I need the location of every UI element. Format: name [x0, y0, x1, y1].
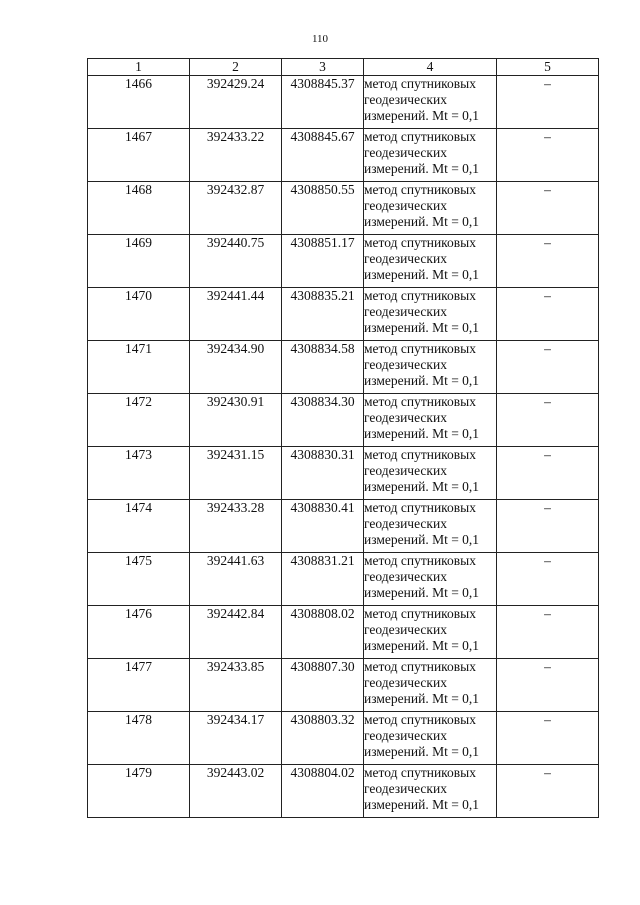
method-line: метод спутниковых — [364, 288, 476, 303]
x-coordinate-cell: 392443.02 — [190, 765, 282, 818]
table-row — [88, 235, 599, 288]
point-number-cell: 1468 — [88, 182, 190, 235]
method-line: геодезических — [364, 198, 447, 213]
point-number-cell: 1474 — [88, 500, 190, 553]
method-cell — [364, 659, 497, 712]
method-line: измерений. Mt = 0,1 — [364, 479, 480, 494]
method-line: измерений. Mt = 0,1 — [364, 108, 480, 123]
point-number-cell: 1477 — [88, 659, 190, 712]
method-cell — [364, 447, 497, 500]
method-line: измерений. Mt = 0,1 — [364, 267, 480, 282]
header-col-3: 3 — [282, 59, 364, 76]
method-line: измерений. Mt = 0,1 — [364, 532, 480, 547]
table-row — [88, 553, 599, 606]
method-line: измерений. Mt = 0,1 — [364, 691, 480, 706]
point-number-cell: 1466 — [88, 76, 190, 129]
point-number-cell: 1476 — [88, 606, 190, 659]
method-line: метод спутниковых — [364, 553, 476, 568]
header-col-4: 4 — [364, 59, 497, 76]
method-line: геодезических — [364, 569, 447, 584]
table-row — [88, 182, 599, 235]
table-row — [88, 606, 599, 659]
x-coordinate-cell: 392429.24 — [190, 76, 282, 129]
y-coordinate-cell: 4308830.31 — [282, 447, 364, 500]
note-cell: – — [497, 447, 599, 500]
note-cell: – — [497, 553, 599, 606]
method-line: метод спутниковых — [364, 394, 476, 409]
y-coordinate-cell: 4308851.17 — [282, 235, 364, 288]
method-line: измерений. Mt = 0,1 — [364, 161, 480, 176]
point-number-cell: 1473 — [88, 447, 190, 500]
x-coordinate-cell: 392441.63 — [190, 553, 282, 606]
x-coordinate-cell: 392432.87 — [190, 182, 282, 235]
method-line: измерений. Mt = 0,1 — [364, 426, 480, 441]
table-row — [88, 500, 599, 553]
method-line: измерений. Mt = 0,1 — [364, 585, 480, 600]
method-cell — [364, 288, 497, 341]
table-row — [88, 765, 599, 818]
method-line: метод спутниковых — [364, 712, 476, 727]
table-body — [88, 76, 599, 818]
method-cell — [364, 553, 497, 606]
page-number: 110 — [311, 33, 329, 45]
header-col-5: 5 — [497, 59, 599, 76]
note-cell: – — [497, 76, 599, 129]
note-cell: – — [497, 394, 599, 447]
method-cell — [364, 341, 497, 394]
method-line: метод спутниковых — [364, 129, 476, 144]
method-line: метод спутниковых — [364, 447, 476, 462]
method-line: геодезических — [364, 92, 447, 107]
y-coordinate-cell: 4308831.21 — [282, 553, 364, 606]
y-coordinate-cell: 4308807.30 — [282, 659, 364, 712]
note-cell: – — [497, 288, 599, 341]
y-coordinate-cell: 4308845.37 — [282, 76, 364, 129]
point-number-cell: 1472 — [88, 394, 190, 447]
table-row — [88, 659, 599, 712]
x-coordinate-cell: 392433.28 — [190, 500, 282, 553]
method-cell — [364, 129, 497, 182]
method-line: измерений. Mt = 0,1 — [364, 320, 480, 335]
x-coordinate-cell: 392431.15 — [190, 447, 282, 500]
x-coordinate-cell: 392434.17 — [190, 712, 282, 765]
method-cell — [364, 76, 497, 129]
method-line: геодезических — [364, 516, 447, 531]
method-cell — [364, 606, 497, 659]
method-line: метод спутниковых — [364, 341, 476, 356]
method-cell — [364, 394, 497, 447]
table-header-row — [88, 59, 599, 76]
note-cell: – — [497, 765, 599, 818]
method-line: измерений. Mt = 0,1 — [364, 638, 480, 653]
table-row — [88, 712, 599, 765]
method-line: измерений. Mt = 0,1 — [364, 744, 480, 759]
method-line: метод спутниковых — [364, 182, 476, 197]
note-cell: – — [497, 500, 599, 553]
point-number-cell: 1470 — [88, 288, 190, 341]
note-cell: – — [497, 606, 599, 659]
point-number-cell: 1469 — [88, 235, 190, 288]
x-coordinate-cell: 392434.90 — [190, 341, 282, 394]
point-number-cell: 1478 — [88, 712, 190, 765]
method-line: измерений. Mt = 0,1 — [364, 373, 480, 388]
x-coordinate-cell: 392442.84 — [190, 606, 282, 659]
method-line: измерений. Mt = 0,1 — [364, 214, 480, 229]
y-coordinate-cell: 4308845.67 — [282, 129, 364, 182]
method-line: метод спутниковых — [364, 765, 476, 780]
y-coordinate-cell: 4308850.55 — [282, 182, 364, 235]
header-col-2: 2 — [190, 59, 282, 76]
method-cell — [364, 182, 497, 235]
table-row — [88, 341, 599, 394]
method-line: геодезических — [364, 781, 447, 796]
method-line: геодезических — [364, 145, 447, 160]
y-coordinate-cell: 4308803.32 — [282, 712, 364, 765]
method-line: измерений. Mt = 0,1 — [364, 797, 480, 812]
table-row — [88, 76, 599, 129]
method-line: геодезических — [364, 357, 447, 372]
method-line: геодезических — [364, 463, 447, 478]
method-line: геодезических — [364, 622, 447, 637]
method-line: геодезических — [364, 304, 447, 319]
method-line: геодезических — [364, 410, 447, 425]
coordinates-table — [87, 58, 599, 818]
note-cell: – — [497, 341, 599, 394]
y-coordinate-cell: 4308835.21 — [282, 288, 364, 341]
method-line: геодезических — [364, 675, 447, 690]
method-line: геодезических — [364, 251, 447, 266]
x-coordinate-cell: 392433.85 — [190, 659, 282, 712]
x-coordinate-cell: 392430.91 — [190, 394, 282, 447]
note-cell: – — [497, 129, 599, 182]
y-coordinate-cell: 4308834.58 — [282, 341, 364, 394]
point-number-cell: 1475 — [88, 553, 190, 606]
method-line: геодезических — [364, 728, 447, 743]
y-coordinate-cell: 4308808.02 — [282, 606, 364, 659]
note-cell: – — [497, 235, 599, 288]
y-coordinate-cell: 4308834.30 — [282, 394, 364, 447]
method-line: метод спутниковых — [364, 235, 476, 250]
method-cell — [364, 712, 497, 765]
y-coordinate-cell: 4308804.02 — [282, 765, 364, 818]
table-row — [88, 288, 599, 341]
method-line: метод спутниковых — [364, 76, 476, 91]
table-row — [88, 447, 599, 500]
x-coordinate-cell: 392433.22 — [190, 129, 282, 182]
note-cell: – — [497, 659, 599, 712]
y-coordinate-cell: 4308830.41 — [282, 500, 364, 553]
method-line: метод спутниковых — [364, 500, 476, 515]
method-cell — [364, 765, 497, 818]
header-col-1: 1 — [88, 59, 190, 76]
point-number-cell: 1479 — [88, 765, 190, 818]
note-cell: – — [497, 712, 599, 765]
table-row — [88, 129, 599, 182]
x-coordinate-cell: 392440.75 — [190, 235, 282, 288]
table-row — [88, 394, 599, 447]
point-number-cell: 1467 — [88, 129, 190, 182]
x-coordinate-cell: 392441.44 — [190, 288, 282, 341]
method-line: метод спутниковых — [364, 659, 476, 674]
note-cell: – — [497, 182, 599, 235]
method-cell — [364, 500, 497, 553]
method-line: метод спутниковых — [364, 606, 476, 621]
point-number-cell: 1471 — [88, 341, 190, 394]
method-cell — [364, 235, 497, 288]
